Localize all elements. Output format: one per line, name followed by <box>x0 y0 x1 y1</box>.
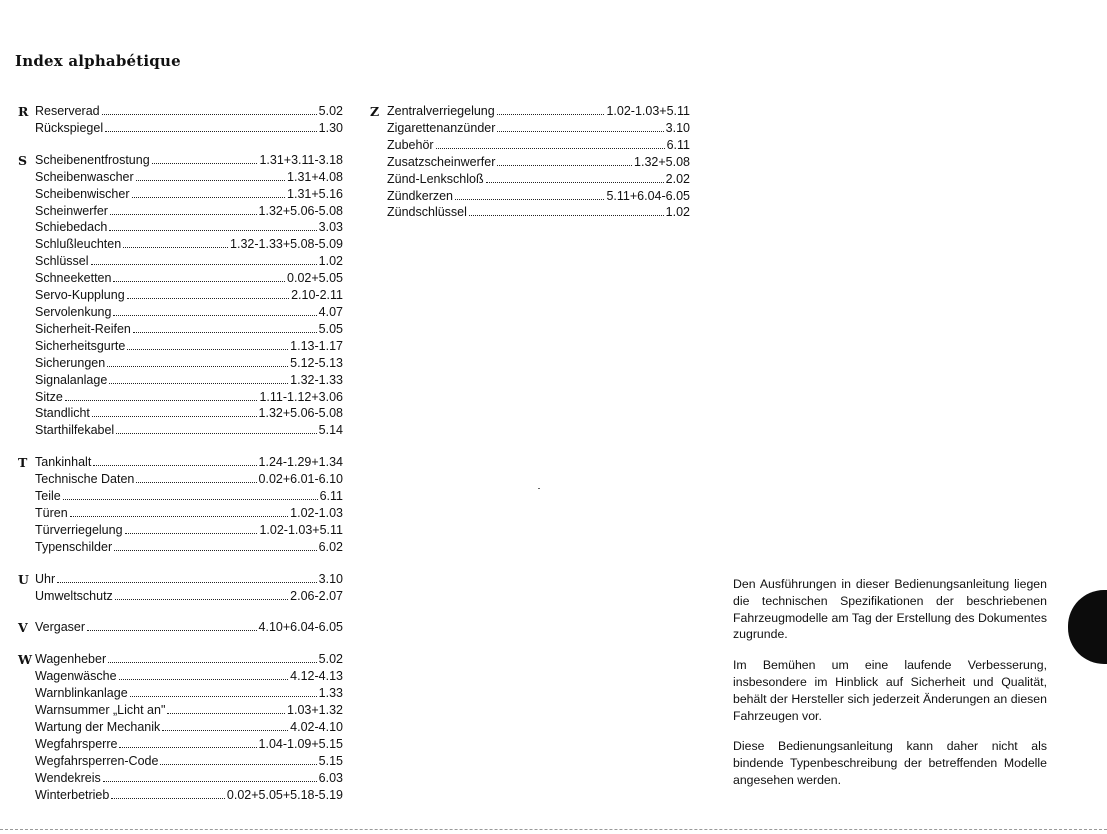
dot-leader <box>102 114 317 115</box>
entry-pages: 1.02 <box>665 205 690 220</box>
entry-pages: 6.02 <box>318 539 343 554</box>
entry-pages: 1.02-1.03 <box>290 505 343 520</box>
dot-leader <box>486 182 664 183</box>
index-section <box>18 571 343 605</box>
index-entry <box>35 539 343 556</box>
entry-pages: 3.10 <box>665 120 690 135</box>
entry-term: Zubehör <box>387 137 434 152</box>
entry-term: Warnsummer „Licht an" <box>35 703 166 718</box>
entry-term: Sicherungen <box>35 355 106 370</box>
dot-leader <box>469 215 664 216</box>
chapter-tab-marker <box>1068 590 1107 664</box>
disclaimer-paragraph: Diese Bedienungsanleitung kann daher nicht als bindende Typenbeschreibung der betreffenden Modelle angesehen werden. <box>733 739 1047 787</box>
entry-pages: 5.11+6.04-6.05 <box>606 188 690 203</box>
dot-leader <box>107 366 288 367</box>
index-entry <box>35 719 343 736</box>
entry-term: Wegfahrsperren-Code <box>35 753 159 768</box>
dot-leader <box>57 582 317 583</box>
entry-term: Scheibenwascher <box>35 169 134 184</box>
dot-leader <box>162 730 288 731</box>
dot-leader <box>93 465 256 466</box>
index-entry <box>35 270 343 287</box>
entry-list <box>35 651 343 803</box>
entry-term: Zentralverriegelung <box>387 104 495 118</box>
entry-term: Schlüssel <box>35 254 89 269</box>
entry-term: Uhr <box>35 571 56 586</box>
entry-pages: 0.02+6.01-6.10 <box>258 472 343 487</box>
entry-term: Standlicht <box>35 406 90 421</box>
entry-pages: 1.30 <box>318 120 343 135</box>
index-entry <box>35 186 343 203</box>
index-entry <box>35 454 343 471</box>
index-section <box>18 619 343 636</box>
dot-leader <box>103 781 317 782</box>
entry-pages: 6.11 <box>666 137 690 152</box>
index-entry <box>35 338 343 355</box>
dot-leader <box>497 131 663 132</box>
disclaimer-notes <box>733 576 1047 803</box>
dot-leader <box>111 798 225 799</box>
entry-pages: 1.31+5.16 <box>287 186 343 201</box>
entry-pages: 3.10 <box>318 571 343 586</box>
index-section <box>18 103 343 137</box>
index-entry <box>35 651 343 668</box>
page-title: Index alphabétique <box>15 52 181 70</box>
dot-leader <box>130 696 317 697</box>
entry-pages: 1.33 <box>318 686 343 701</box>
page-bottom-edge <box>0 829 1107 830</box>
entry-term: Typenschilder <box>35 539 113 554</box>
entry-list <box>35 619 343 636</box>
index-entry <box>35 120 343 137</box>
index-entry <box>35 668 343 685</box>
entry-term: Vergaser <box>35 620 86 635</box>
index-entry <box>35 422 343 439</box>
entry-pages: 4.02-4.10 <box>290 720 343 734</box>
index-column-left <box>18 103 343 819</box>
dot-leader <box>116 433 316 434</box>
dot-leader <box>127 298 289 299</box>
index-entry <box>35 685 343 702</box>
dot-leader <box>113 281 285 282</box>
entry-pages: 1.32+5.06-5.08 <box>258 203 343 218</box>
entry-term: Türen <box>35 505 68 520</box>
entry-pages: 5.12-5.13 <box>290 355 343 370</box>
dot-leader <box>125 533 258 534</box>
scan-speck <box>538 488 540 489</box>
entry-pages: 5.02 <box>318 652 343 667</box>
entry-pages: 1.04-1.09+5.15 <box>258 736 343 751</box>
index-section <box>18 152 343 439</box>
index-entry <box>387 204 690 221</box>
entry-pages: 1.03+1.32 <box>287 703 343 718</box>
entry-term: Reserverad <box>35 104 100 118</box>
dot-leader <box>119 747 256 748</box>
index-entry <box>35 103 343 120</box>
dot-leader <box>160 764 316 765</box>
dot-leader <box>455 199 604 200</box>
index-entry <box>387 120 690 137</box>
index-entry <box>35 471 343 488</box>
entry-pages: 1.32+5.06-5.08 <box>258 406 343 421</box>
entry-pages: 1.31+3.11-3.18 <box>259 152 343 167</box>
index-entry <box>35 219 343 236</box>
entry-term: Scheinwerfer <box>35 203 108 218</box>
index-entry <box>35 169 343 186</box>
index-entry <box>35 488 343 505</box>
index-entry <box>35 505 343 522</box>
index-entry <box>35 736 343 753</box>
index-entry <box>35 389 343 406</box>
entry-term: Türverriegelung <box>35 522 123 537</box>
dot-leader <box>167 713 285 714</box>
index-entry <box>35 287 343 304</box>
index-entry <box>35 321 343 338</box>
index-entry <box>35 253 343 270</box>
entry-term: Zünd-Lenkschloß <box>387 171 484 186</box>
entry-pages: 3.03 <box>318 220 343 235</box>
section-letter: V <box>18 620 28 636</box>
entry-term: Scheibenwischer <box>35 186 130 201</box>
dot-leader <box>70 516 289 517</box>
dot-leader <box>63 499 318 500</box>
section-letter: Z <box>370 104 380 119</box>
entry-term: Wagenheber <box>35 652 107 667</box>
disclaimer-paragraph: Den Ausführungen in dieser Bedienungsanleitung liegen die technischen Spezifikationen der beschriebenen Fahrzeugmodelle am Tag der Erstellung des Dokumentes zugrunde. <box>733 577 1047 642</box>
dot-leader <box>115 599 288 600</box>
index-entry <box>35 236 343 253</box>
index-entry <box>387 137 690 154</box>
dot-leader <box>497 165 632 166</box>
index-entry <box>35 522 343 539</box>
entry-term: Zusatzscheinwerfer <box>387 154 496 169</box>
dot-leader <box>132 197 286 198</box>
index-entry <box>35 571 343 588</box>
dot-leader <box>109 383 288 384</box>
dot-leader <box>136 180 285 181</box>
entry-pages: 1.13-1.17 <box>290 338 343 353</box>
dot-leader <box>119 679 289 680</box>
index-entry <box>387 188 690 205</box>
entry-list <box>35 152 343 439</box>
entry-pages: 0.02+5.05 <box>287 271 343 286</box>
entry-term: Schlußleuchten <box>35 237 122 252</box>
entry-pages: 4.07 <box>318 304 343 319</box>
index-entry <box>387 171 690 188</box>
entry-term: Zündschlüssel <box>387 205 467 220</box>
index-entry <box>35 787 343 804</box>
entry-pages: 1.32-1.33 <box>290 372 343 387</box>
entry-list <box>35 103 343 137</box>
index-entry <box>35 203 343 220</box>
dot-leader <box>497 114 605 115</box>
section-letter: R <box>18 104 29 119</box>
entry-pages: 5.05 <box>318 321 343 336</box>
entry-pages: 1.32+5.08 <box>634 154 690 169</box>
entry-term: Servo-Kupplung <box>35 288 125 303</box>
entry-term: Umweltschutz <box>35 588 113 603</box>
entry-term: Teile <box>35 489 61 504</box>
index-section <box>18 454 343 555</box>
entry-pages: 1.02 <box>318 254 343 269</box>
index-entry <box>35 619 343 636</box>
entry-term: Schneeketten <box>35 271 112 286</box>
entry-term: Wegfahrsperre <box>35 736 118 751</box>
entry-pages: 5.14 <box>318 423 343 438</box>
entry-term: Starthilfekabel <box>35 423 115 438</box>
entry-term: Wagenwäsche <box>35 669 117 684</box>
dot-leader <box>108 662 317 663</box>
entry-term: Rückspiegel <box>35 120 104 135</box>
entry-pages: 5.15 <box>318 753 343 768</box>
entry-pages: 1.24-1.29+1.34 <box>258 455 343 470</box>
index-column-right <box>370 103 690 236</box>
index-section <box>370 103 690 221</box>
entry-term: Winterbetrieb <box>35 787 110 802</box>
entry-term: Schiebedach <box>35 220 108 235</box>
section-letter: U <box>18 571 29 587</box>
index-entry <box>35 372 343 389</box>
entry-pages: 6.03 <box>318 770 343 785</box>
dot-leader <box>133 332 317 333</box>
entry-pages: 2.10-2.11 <box>291 288 343 303</box>
entry-pages: 4.10+6.04-6.05 <box>258 620 343 635</box>
dot-leader <box>87 630 257 631</box>
index-entry <box>35 702 343 719</box>
entry-pages: 0.02+5.05+5.18-5.19 <box>226 787 343 802</box>
section-letter: T <box>18 455 28 471</box>
entry-pages: 2.06-2.07 <box>290 588 343 603</box>
index-entry <box>35 355 343 372</box>
entry-pages: 1.11-1.12+3.06 <box>259 389 343 404</box>
dot-leader <box>152 163 258 164</box>
entry-pages: 1.32-1.33+5.08-5.09 <box>230 237 343 252</box>
entry-term: Wartung der Mechanik <box>35 720 161 734</box>
dot-leader <box>114 550 317 551</box>
index-entry <box>387 154 690 171</box>
index-entry <box>35 304 343 321</box>
dot-leader <box>127 349 288 350</box>
entry-pages: 1.31+4.08 <box>287 169 343 184</box>
entry-pages: 1.02-1.03+5.11 <box>606 104 690 118</box>
entry-pages: 4.12-4.13 <box>290 669 343 684</box>
entry-list <box>387 103 690 221</box>
index-entry <box>35 753 343 770</box>
dot-leader <box>65 400 258 401</box>
index-section <box>18 651 343 803</box>
section-letter: S <box>18 152 28 168</box>
entry-pages: 5.02 <box>318 104 343 118</box>
entry-term: Zündkerzen <box>387 188 454 203</box>
entry-term: Technische Daten <box>35 472 135 487</box>
dot-leader <box>109 230 316 231</box>
entry-list <box>35 454 343 555</box>
dot-leader <box>123 247 228 248</box>
dot-leader <box>91 264 317 265</box>
index-entry <box>35 152 343 169</box>
entry-term: Zigarettenanzünder <box>387 120 496 135</box>
entry-pages: 2.02 <box>665 171 690 186</box>
dot-leader <box>136 482 256 483</box>
entry-term: Sicherheit-Reifen <box>35 321 131 336</box>
index-entry <box>35 770 343 787</box>
entry-term: Tankinhalt <box>35 455 92 470</box>
entry-pages: 6.11 <box>319 489 343 504</box>
entry-pages: 1.02-1.03+5.11 <box>259 522 343 537</box>
dot-leader <box>436 148 665 149</box>
entry-term: Warnblinkanlage <box>35 686 128 701</box>
entry-list <box>35 571 343 605</box>
entry-term: Sicherheitsgurte <box>35 338 126 353</box>
dot-leader <box>113 315 316 316</box>
index-entry <box>35 588 343 605</box>
entry-term: Sitze <box>35 389 63 404</box>
entry-term: Scheibenentfrostung <box>35 152 150 167</box>
entry-term: Wendekreis <box>35 770 101 785</box>
dot-leader <box>92 416 257 417</box>
entry-term: Servolenkung <box>35 304 112 319</box>
section-letter: W <box>18 652 33 668</box>
dot-leader <box>110 214 257 215</box>
entry-term: Signalanlage <box>35 372 108 387</box>
index-entry <box>387 103 690 120</box>
dot-leader <box>105 131 317 132</box>
index-entry <box>35 405 343 422</box>
disclaimer-paragraph: Im Bemühen um eine laufende Verbesserung, insbesondere im Hinblick auf Sicherheit und Qualität, behält der Hersteller sich jederzeit Änderungen an diesen Fahrzeugen vor. <box>733 658 1047 723</box>
